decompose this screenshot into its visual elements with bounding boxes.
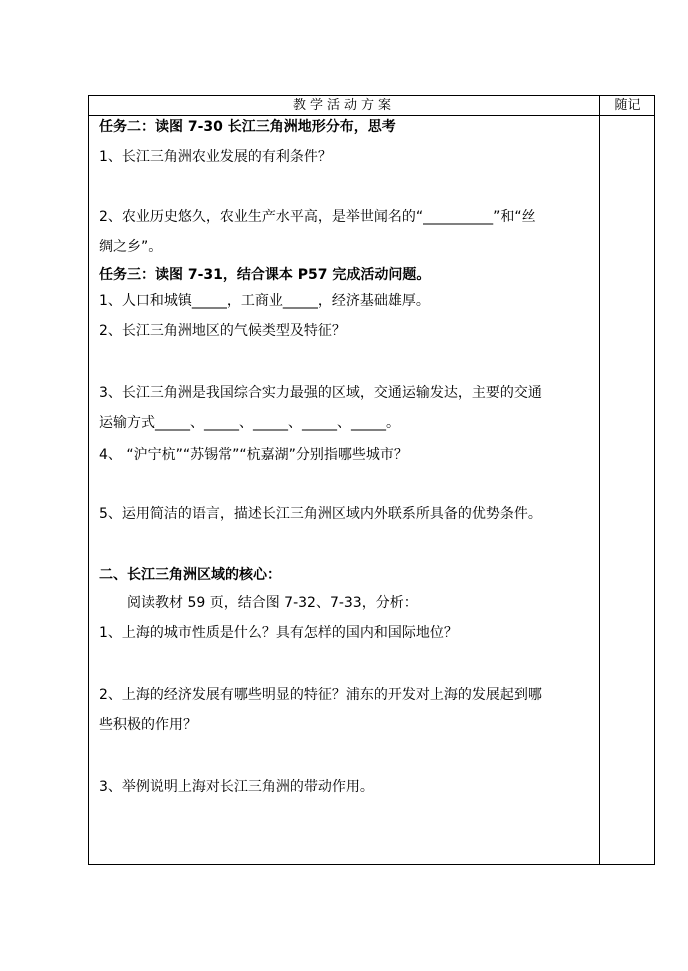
question-line: 3、举例说明上海对长江三角洲的带动作用。 (99, 779, 374, 795)
question-line: 3、长江三角洲是我国综合实力最强的区域，交通运输发达，主要的交通 (99, 385, 542, 401)
question-line: 2、农业历史悠久，农业生产水平高，是举世闻名的“__________”和“丝 (99, 209, 536, 225)
question-line: 些积极的作用？ (99, 717, 197, 733)
question-line: 2、上海的经济发展有哪些明显的特征？浦东的开发对上海的发展起到哪 (99, 687, 542, 703)
task-three-heading: 任务三：读图 7-31，结合课本 P57 完成活动问题。 (99, 267, 431, 283)
header-notes: 随记 (599, 96, 655, 115)
question-line: 1、人口和城镇_____，工商业_____，经济基础雄厚。 (99, 293, 430, 309)
question-line: 1、上海的城市性质是什么？具有怎样的国内和国际地位？ (99, 625, 458, 641)
question-line: 2、长江三角洲地区的气候类型及特征？ (99, 323, 346, 339)
header-activity-plan: 教学活动方案 (292, 98, 395, 113)
notes-column-divider (599, 115, 600, 864)
question-line: 5、运用简洁的语言，描述长江三角洲区域内外联系所具备的优势条件。 (99, 506, 542, 522)
activity-plan-table (88, 95, 655, 865)
question-line: 运输方式_____、_____、_____、_____、_____。 (99, 415, 400, 431)
question-line: 4、 “沪宁杭”“苏锡常”“杭嘉湖”分别指哪些城市？ (99, 447, 408, 463)
question-line: 绸之乡”。 (99, 239, 163, 255)
question-line: 1、长江三角洲农业发展的有利条件？ (99, 149, 332, 165)
reading-instruction: 阅读教材 59 页，结合图 7-32、7-33，分析： (127, 595, 418, 611)
table-header-row (89, 96, 654, 116)
section-two-heading: 二、长江三角洲区域的核心： (99, 567, 281, 583)
task-two-heading: 任务二：读图 7-30 长江三角洲地形分布，思考 (99, 119, 396, 135)
